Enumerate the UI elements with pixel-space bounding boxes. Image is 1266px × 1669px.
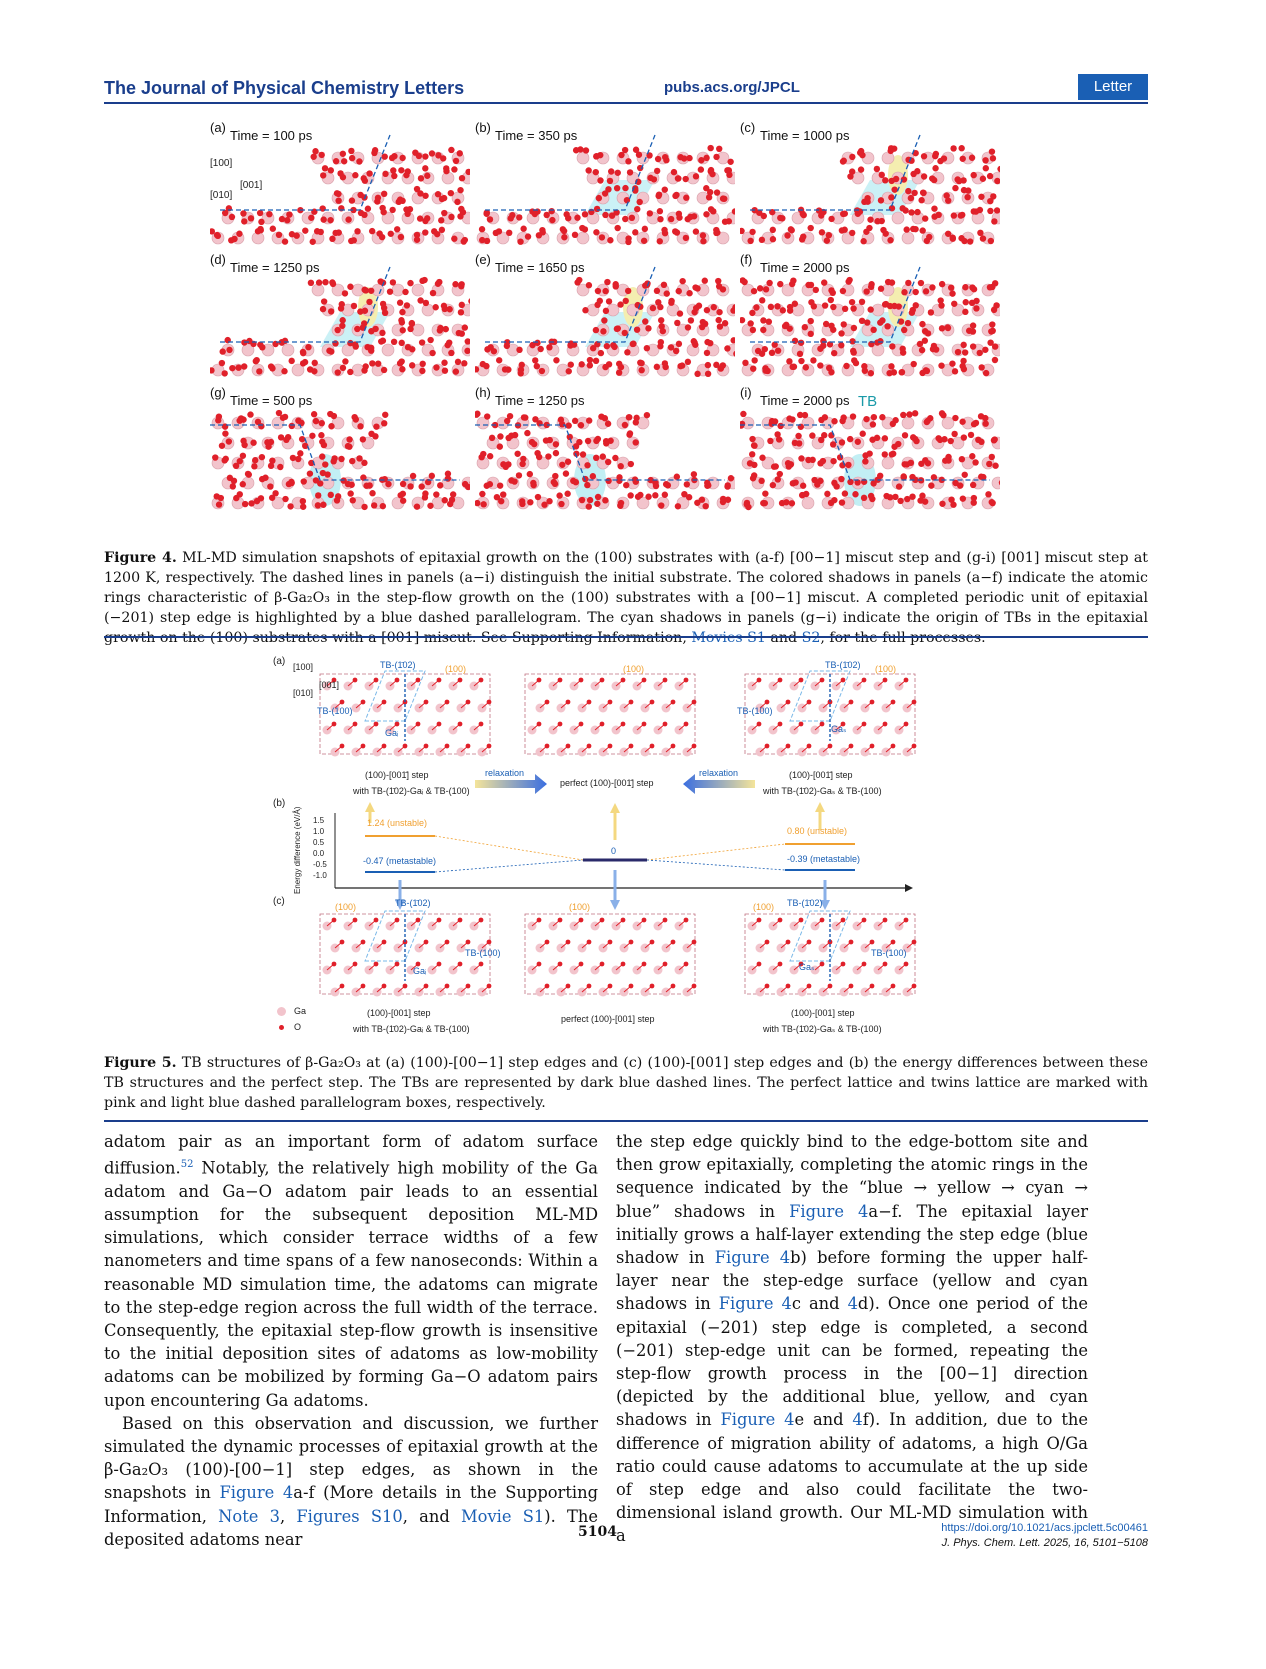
structure-label: with TB-(1̄02)-Gaₛ & TB-(100) [763, 1024, 882, 1034]
tb-102-label: TB-(1̄02) [380, 660, 416, 670]
time-label: Time = 1250 ps [230, 260, 320, 275]
time-label: Time = 1250 ps [495, 393, 585, 408]
movie-s2-link[interactable]: S2 [801, 630, 821, 646]
axis-label: [010] [293, 688, 314, 698]
ga-site-label: Gaᵢ [413, 966, 427, 976]
reference-link[interactable]: 52 [180, 1159, 194, 1171]
structure-label: (100)-[001̄] step [789, 770, 853, 780]
structure-label: with TB-(1̄02)-Gaₛ & TB-(100) [763, 786, 882, 796]
movie-s1-link[interactable]: Movie S1 [460, 1506, 545, 1526]
figure-4 [210, 120, 1040, 540]
page-number: 5104 [578, 1524, 617, 1540]
figure-5-caption [104, 1053, 1148, 1113]
time-label: Time = 500 ps [230, 393, 313, 408]
movie-s1-link[interactable]: Movies S1 [691, 630, 766, 646]
structure-label: perfect (100)-[001̄] step [560, 778, 654, 788]
legend-o: O [279, 1022, 301, 1032]
panel-label: (b) [273, 798, 286, 809]
axis-label: [100] [293, 662, 314, 672]
figure-4-panel [740, 120, 1000, 252]
figure-4-panel [210, 252, 470, 384]
energy-value: 0.80 (unstable) [787, 826, 848, 836]
structure-label: (100)-[001] step [791, 1008, 855, 1018]
figure-4-panel [210, 385, 470, 517]
tb-100-label: TB-(100) [737, 706, 773, 716]
panel-label: (c) [273, 896, 285, 907]
figure-4-caption [104, 548, 1148, 648]
article-type-badge: Letter [1078, 74, 1148, 100]
figure-5 [273, 648, 945, 1043]
time-label: Time = 100 ps [230, 128, 313, 143]
facet-label: (100) [335, 902, 357, 912]
energy-value: 0 [611, 846, 617, 856]
structure-label: perfect (100)-[001] step [561, 1014, 655, 1024]
panel-label: (g) [210, 385, 226, 400]
tb-102-label: TB-(1̄02) [787, 898, 823, 908]
doi-link[interactable]: https://doi.org/10.1021/acs.jpclett.5c00461 [941, 1522, 1148, 1534]
axis-label: [001] [319, 680, 340, 690]
structure-label: with TB-(1̄02)-Gaᵢ & TB-(100) [353, 786, 470, 796]
panel-label: (c) [740, 120, 756, 135]
facet-label: (100) [445, 664, 467, 674]
caption-text: ML-MD simulation snapshots of epitaxial growth on the (100) substrates with (a-f) [00−1] miscut step and (g-i) [001] miscut step at 1200 K, respectively. The dashed lines in panels (a−i) distinguish the initial substrate. The colored shadows in panels (a−f) indicate the atomic rings characteristic of β-Ga₂O₃ in the step-flow growth on the (100) substrates with a [00−1] miscut. A completed periodic unit of epitaxial (−201) step edge is highlighted by a blue dashed parallelogram. The cyan shadows in panels (g−i) indicate the origin of TBs in the epitaxial growth on the (100) substrates with a [001] miscut. See Supporting Information, [104, 550, 1149, 646]
panel-label: (f) [740, 252, 753, 267]
ga-site-label: Gaᵢ [385, 728, 399, 738]
tick-label: 0.5 [313, 838, 325, 847]
legend-ga: Ga [277, 1006, 306, 1016]
figure-4-link[interactable]: 4 [847, 1294, 858, 1314]
caption-text: TB structures of β-Ga₂O₃ at (a) (100)-[00−1] step edges and (c) (100)-[001] step edges and (b) the energy differences between these TB structures and the perfect step. The TBs are represented by dark blue dashed lines. The perfect lattice and twins lattice are marked with pink and light blue dashed parallelogram boxes, respectively. [104, 1055, 1148, 1111]
figure-4-link[interactable]: Figure 4 [714, 1248, 791, 1268]
time-label: Time = 2000 ps [760, 260, 850, 275]
facet-label: (100) [875, 664, 897, 674]
structure-label: (100)-[001̄] step [365, 770, 429, 780]
tick-label: 0.0 [313, 849, 325, 858]
divider [104, 1120, 1148, 1122]
energy-value: -0.47 (metastable) [363, 856, 437, 866]
figure-4-panel [475, 385, 735, 517]
citation: J. Phys. Chem. Lett. 2025, 16, 5101−5108 [941, 1537, 1148, 1549]
figure-4-panel [740, 252, 1000, 384]
tb-100-label: TB-(100) [317, 706, 353, 716]
figure-4-panel [210, 120, 470, 252]
panel-label: (a) [273, 656, 286, 667]
relaxation-label: relaxation [699, 768, 739, 778]
figure-4-link[interactable]: Figure 4 [219, 1483, 294, 1503]
panel-label: (h) [475, 385, 491, 400]
journal-name[interactable]: The Journal of Physical Chemistry Letters [104, 78, 465, 98]
relaxation-label: relaxation [485, 768, 525, 778]
panel-label: (d) [210, 252, 226, 267]
tb-label: TB [858, 393, 878, 410]
body-column-left: adatom pair as an important form of adatom surface diffusion.$^{52}$ Notably, the relatively high mobility of the Ga adatom and Ga−O adatom pair leads to an essential assumption for the subsequent deposition ML-MD simulations, which consider terrace widths of a few nanometers and time spans of a few nanoseconds: Within a reasonable MD simulation time, the adatoms can migrate to the step-edge region across the full width of the terrace. Consequently, the epitaxial step-flow growth is insensitive to the initial deposition sites of adatoms as low-mobility adatoms can be mobilized by forming Ga−O adatom pairs upon encountering Ga adatoms. Based on this observation and discussion, we further simulated the dynamic processes of epitaxial growth at the β-Ga₂O₃ (100)-[00−1] step edges, as shown in the snapshots in Figure 4a-f (More details in the Supporting Information, Note 3, Figures S10, and Movie S1). The deposited adatoms near [104, 1132, 599, 1549]
figure-4-link[interactable]: Figure 4 [720, 1410, 795, 1430]
note-3-link[interactable]: Note 3 [218, 1506, 280, 1526]
energy-value: 1.24 (unstable) [367, 818, 428, 828]
time-label: Time = 350 ps [495, 128, 578, 143]
axis-label: [001] [240, 180, 263, 191]
divider [104, 636, 1148, 638]
caption-text: , for the full processes. [820, 630, 986, 646]
body-column-right: the step edge quickly bind to the edge-bottom site and then grow epitaxially, completing the atomic rings in the sequence indicated by the “blue → yellow → cyan → blue” shadows in Figure 4a−f. The epitaxial layer initially grows a half-layer extending the step edge (blue shadow in Figure 4b) before forming the upper half-layer near the step-edge surface (yellow and cyan shadows in Figure 4c and 4d). Once one period of the epitaxial (−201) step edge is completed, a second (−201) step-edge unit can be formed, repeating the step-flow growth process in the [00−1] direction (depicted by the additional blue, yellow, and cyan shadows in Figure 4e and 4f). In addition, due to the difference of migration ability of adatoms, a high O/Ga ratio could cause adatoms to accumulate at the up side of step edge and also could facilitate the two-dimensional island growth. Our ML-MD simulation with a [616, 1132, 1089, 1546]
axis-label: [100] [210, 158, 233, 169]
caption-text: and [765, 630, 802, 646]
tb-102-label: TB-(1̄02) [395, 898, 431, 908]
tb-100-label: TB-(100) [465, 948, 501, 958]
tb-100-label: TB-(100) [871, 948, 907, 958]
time-label: Time = 1650 ps [495, 260, 585, 275]
axis-label: [010] [210, 190, 233, 201]
energy-value: -0.39 (metastable) [787, 854, 861, 864]
figure-4-panel [475, 120, 735, 252]
panel-label: (b) [475, 120, 491, 135]
tick-label: 1.0 [313, 827, 325, 836]
panel-label: (e) [475, 252, 491, 267]
facet-label: (100) [569, 902, 591, 912]
journal-url[interactable]: pubs.acs.org/JPCL [664, 79, 800, 96]
figure-4-link[interactable]: 4 [852, 1410, 863, 1430]
structure-label: (100)-[001] step [367, 1008, 431, 1018]
panel-label: (a) [210, 120, 226, 135]
facet-label: (100) [753, 902, 775, 912]
ga-site-label: Gaₛ [831, 724, 847, 734]
facet-label: (100) [623, 664, 645, 674]
tick-label: -0.5 [313, 860, 327, 869]
ga-site-label: Gaₛ [799, 962, 815, 972]
figure-4-link[interactable]: Figure 4 [789, 1201, 869, 1221]
time-label: Time = 2000 ps [760, 393, 850, 408]
tick-label: 1.5 [313, 816, 325, 825]
page-header [104, 76, 1148, 104]
structure-label: with TB-(1̄02)-Gaᵢ & TB-(100) [353, 1024, 470, 1034]
tb-102-label: TB-(1̄02) [825, 660, 861, 670]
figure-4-link[interactable]: Figure 4 [718, 1294, 792, 1314]
tick-label: -1.0 [313, 871, 327, 880]
figure-4-panel [740, 385, 1000, 517]
caption-label: Figure 4. [104, 550, 177, 566]
caption-label: Figure 5. [104, 1055, 177, 1071]
figures-s10-link[interactable]: Figures S10 [296, 1506, 403, 1526]
panel-label: (i) [740, 385, 752, 400]
time-label: Time = 1000 ps [760, 128, 850, 143]
figure-4-panel [475, 252, 735, 384]
energy-axis-label: Energy difference (eV/Å) [293, 806, 302, 894]
